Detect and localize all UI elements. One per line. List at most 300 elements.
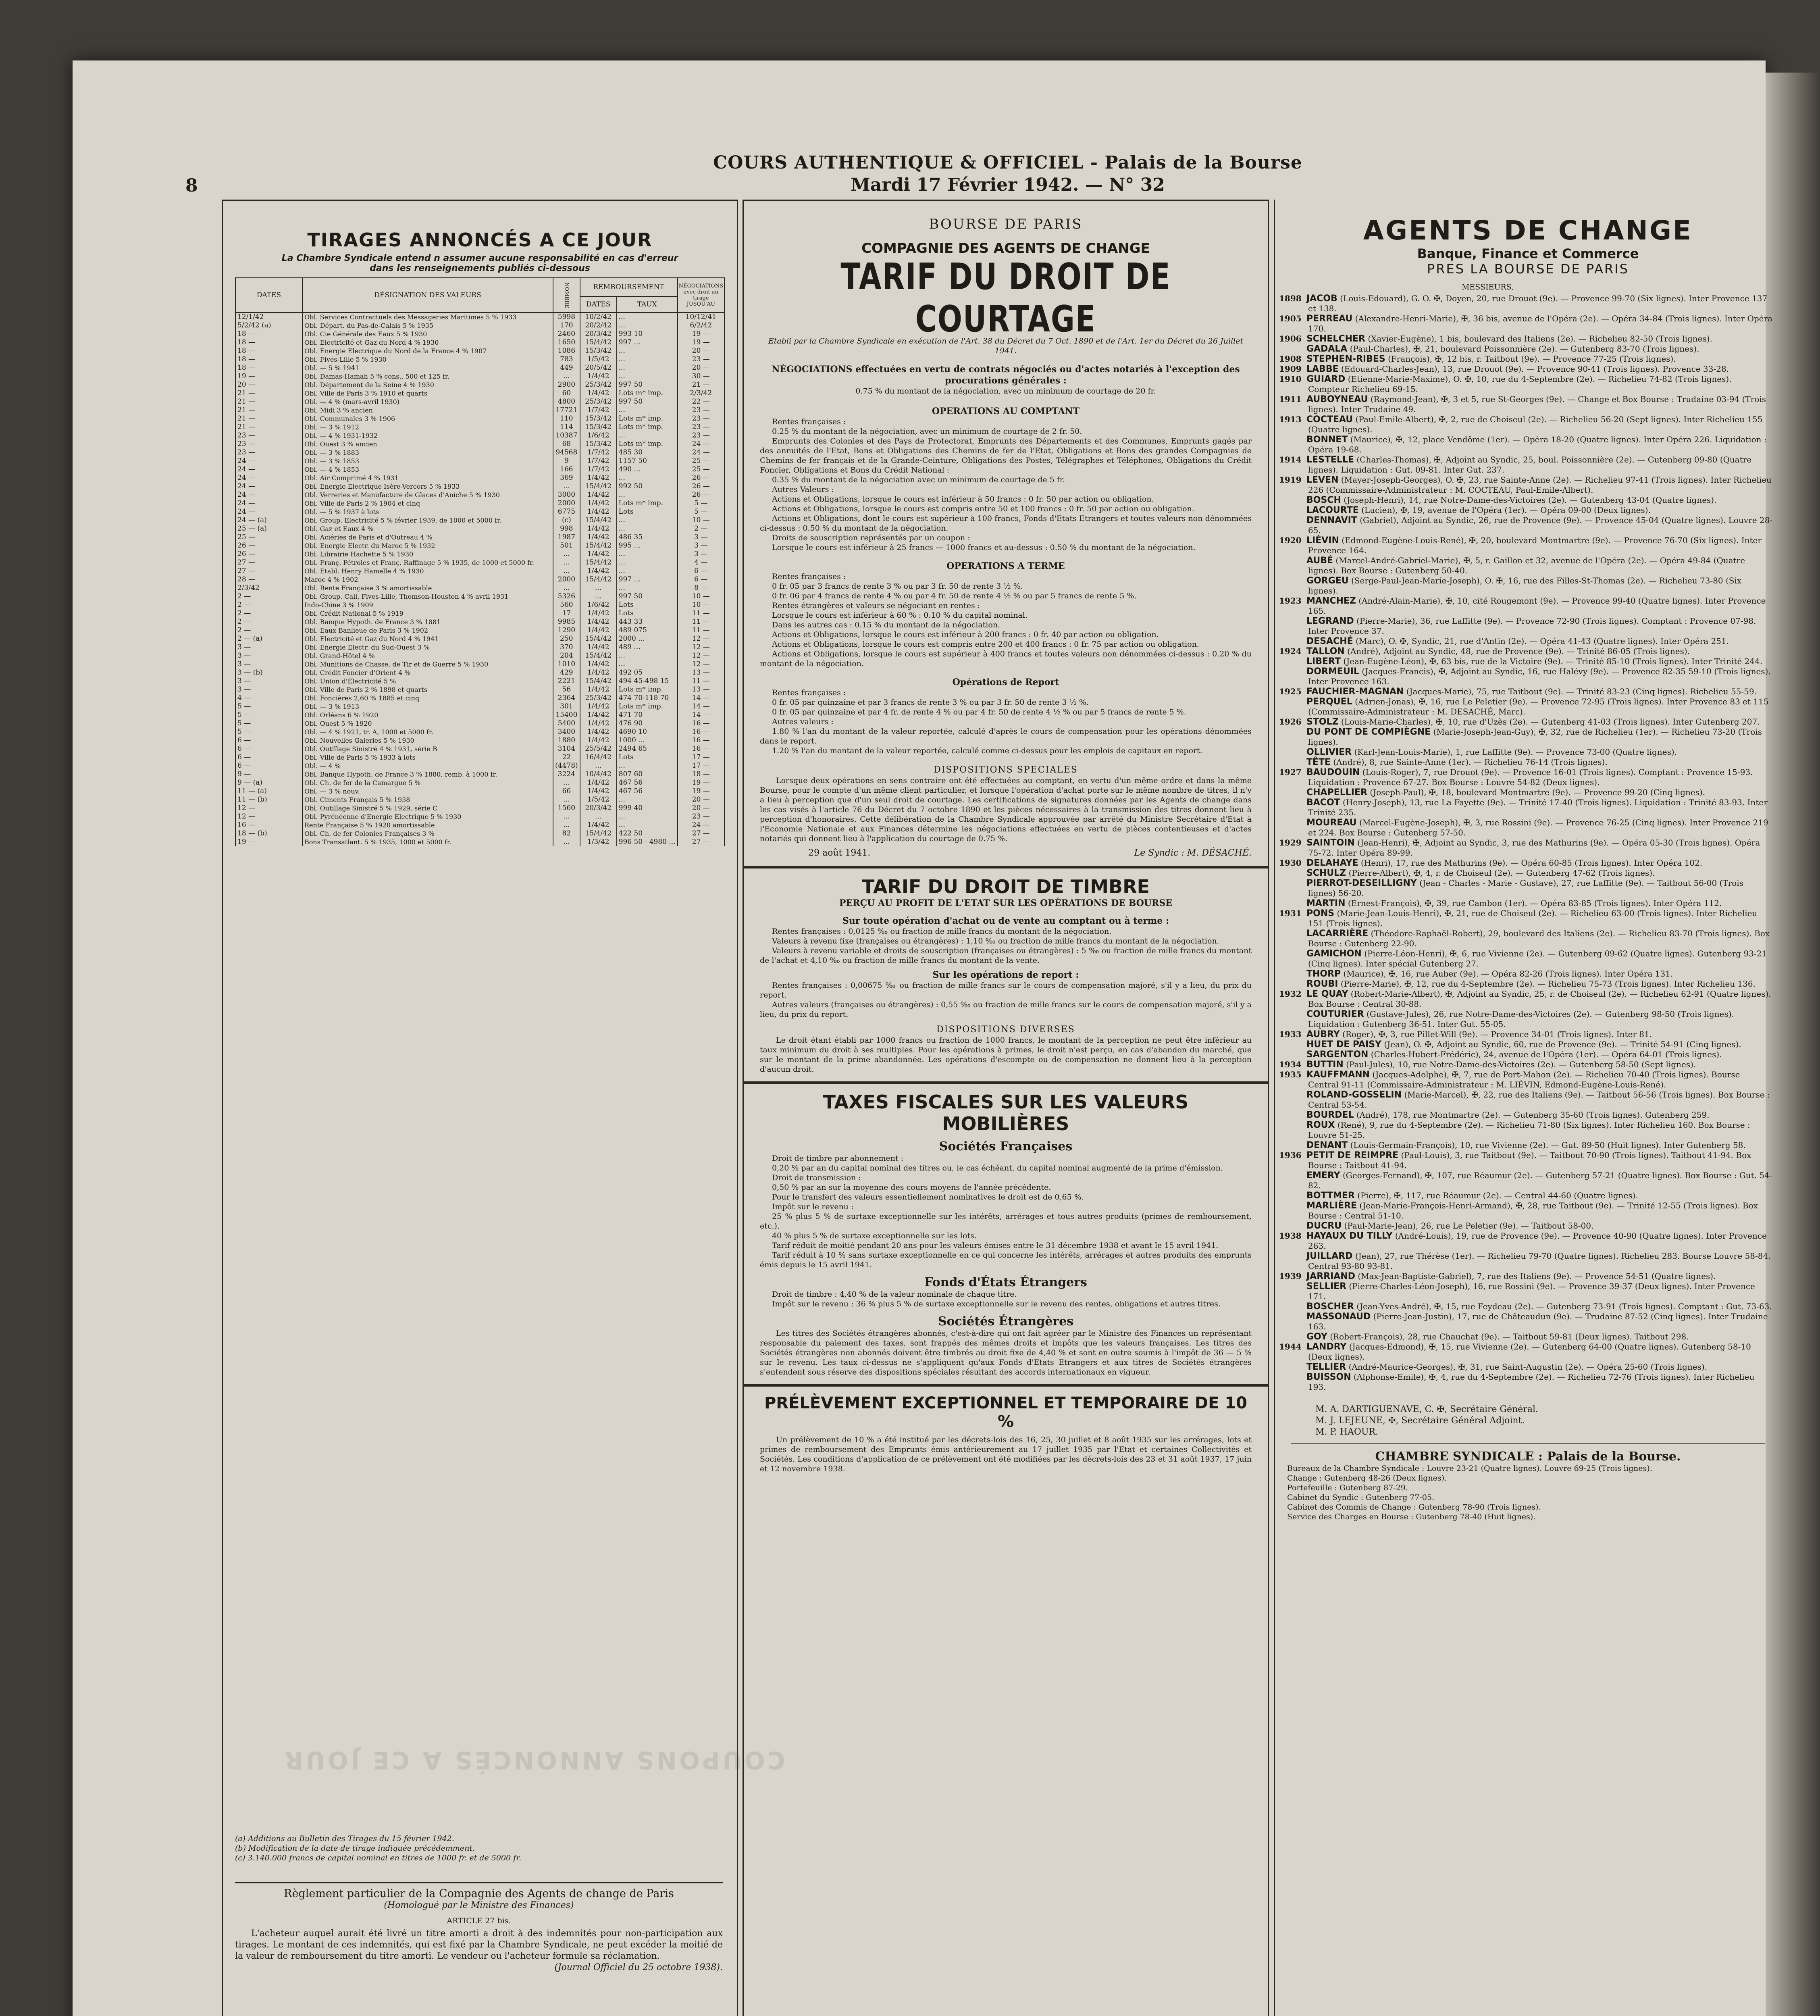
agent-details: (André), 178, rue Montmartre (2e). — Gutenberg 35-60 (Trois lignes). Gutenberg 259.	[1354, 1110, 1710, 1120]
cell-negociation: 10 —	[678, 592, 724, 601]
agent-name: TELLIER	[1306, 1362, 1346, 1372]
cell-negociation: 2/3/42	[678, 389, 724, 398]
cell-date: 23 —	[235, 440, 302, 448]
cell-remb-date: 25/3/42	[580, 381, 617, 389]
cell-taux: ...	[617, 762, 678, 770]
cell-designation: Obl. Grand-Hôtel 4 %	[302, 652, 553, 660]
cell-designation: Obl. Fives-Lille 5 % 1930	[302, 355, 553, 364]
cell-nombre: 170	[553, 321, 580, 330]
cell-date: 3 —	[235, 652, 302, 660]
cell-remb-date: 15/4/42	[580, 516, 617, 525]
agent-name: KAUFFMANN	[1306, 1070, 1370, 1080]
reglement-section	[235, 1882, 723, 1973]
cell-nombre: 2000	[553, 499, 580, 508]
cell-date: 12 —	[235, 812, 302, 821]
cell-date: 2/3/42	[235, 584, 302, 592]
agent-entry	[1279, 787, 1773, 798]
cell-date: 24 —	[235, 491, 302, 499]
agent-details: (Jean-Marie-François-Henri-Armand), ✠, 28, rue Taitbout (9e). — Trinité 12-55 (Trois lignes). Box Bourse : Central 51-10.	[1308, 1201, 1758, 1220]
agent-name: PIERROT-DESEILLIGNY	[1306, 878, 1417, 888]
agent-name: PONS	[1306, 908, 1335, 918]
col-remb-dates: DATES	[580, 296, 617, 312]
cell-taux: ...	[617, 652, 678, 660]
cell-negociation: 25 —	[678, 465, 724, 474]
cell-nombre: 3224	[553, 770, 580, 779]
cell-negociation: 12 —	[678, 652, 724, 660]
agent-details: (André), Adjoint au Syndic, 48, rue de Provence (9e). — Trinité 86-05 (Trois lignes).	[1344, 646, 1690, 656]
cell-taux: Lots m* imp.	[617, 702, 678, 711]
cell-negociation: 3 —	[678, 533, 724, 541]
cell-taux: 1000 ...	[617, 736, 678, 745]
chambre-line: Service des Charges en Bourse : Gutenberg 78-40 (Huit lignes).	[1287, 1512, 1536, 1521]
etats-title: Fonds d'États Étrangers	[924, 1275, 1087, 1289]
cell-nombre: 68	[553, 440, 580, 448]
cell-negociation: 6 —	[678, 567, 724, 575]
cell-remb-date: 1/4/42	[580, 609, 617, 618]
cell-taux: Lots m* imp.	[617, 685, 678, 694]
agent-details: (Jean), 27, rue Thérèse (1er). — Richelieu 79-70 (Quatre lignes). Richelieu 283. Bourse Louvre 58-84. Central 93-80 93-81.	[1308, 1251, 1771, 1271]
cell-remb-date: 15/3/42	[580, 414, 617, 423]
agent-entry	[1279, 344, 1773, 354]
cell-remb-date: 1/4/42	[580, 660, 617, 669]
agent-entry	[1279, 908, 1773, 929]
cell-negociation: 24 —	[678, 440, 724, 448]
agent-name: TALLON	[1306, 646, 1345, 656]
cell-taux: 993 10	[617, 330, 678, 338]
cell-date: 24 —	[235, 482, 302, 491]
agent-year: 1930	[1279, 858, 1302, 868]
francaises-line: Impôt sur le revenu :	[772, 1202, 854, 1211]
reglement-source: (Journal Officiel du 25 octobre 1938).	[554, 1962, 723, 1972]
agent-details: (Jacques-Marie), 75, rue Taitbout (9e). — Trinité 83-23 (Cinq lignes). Richelieu 55-59.	[1404, 687, 1757, 696]
cell-remb-date: 1/6/42	[580, 601, 617, 609]
agent-details: (Jean-Henri), ✠, Adjoint au Syndic, 3, rue des Mathurins (9e). — Opéra 05-30 (Trois lignes). Opéra 75-72. Inter Opéra 89-99.	[1308, 838, 1760, 858]
cell-remb-date: 1/4/42	[580, 787, 617, 796]
table-row	[235, 745, 724, 753]
agent-name: GADALA	[1306, 344, 1348, 354]
cell-taux: 807 60	[617, 770, 678, 779]
agent-name: LEGRAND	[1306, 616, 1354, 626]
agent-entry	[1279, 1231, 1773, 1251]
agent-entry	[1279, 505, 1773, 515]
cell-negociation: 3 —	[678, 550, 724, 558]
agent-name: GORGEU	[1306, 576, 1349, 586]
cell-remb-date: 15/4/42	[580, 829, 617, 838]
cell-taux: ...	[617, 584, 678, 592]
agent-entry	[1279, 717, 1773, 727]
agent-name: BONNET	[1306, 435, 1348, 445]
agent-entry	[1279, 949, 1773, 969]
comptant-line: Droits de souscription représentés par un coupon :	[772, 533, 970, 542]
report-text	[760, 688, 1252, 756]
agent-entry	[1279, 1009, 1773, 1029]
agent-name: MANCHEZ	[1306, 596, 1356, 606]
cell-taux: ...	[617, 525, 678, 533]
cell-remb-date: 1/4/42	[580, 711, 617, 719]
cell-date: 21 —	[235, 414, 302, 423]
table-row	[235, 770, 724, 779]
cell-negociation: 23 —	[678, 431, 724, 440]
cell-nombre: 9985	[553, 618, 580, 626]
cell-remb-date: 1/4/42	[580, 821, 617, 829]
cell-remb-date: 1/4/42	[580, 389, 617, 398]
cell-negociation: 5 —	[678, 499, 724, 508]
agent-name: ROUBI	[1306, 979, 1338, 989]
cell-nombre: 60	[553, 389, 580, 398]
agent-name: MARTIN	[1306, 898, 1346, 908]
agent-name: LACOURTE	[1306, 505, 1359, 515]
agent-entry	[1279, 838, 1773, 858]
cell-designation: Obl. Verreries et Manufacture de Glaces d'Aniche 5 % 1930	[302, 491, 553, 499]
comptant-line: Rentes françaises :	[772, 417, 846, 426]
cell-nombre: 4800	[553, 398, 580, 406]
cell-negociation: 16 —	[678, 745, 724, 753]
cell-nombre: 429	[553, 669, 580, 677]
table-row	[235, 448, 724, 457]
cell-date: 24 —	[235, 499, 302, 508]
chambre-lines	[1275, 1464, 1781, 1522]
table-row	[235, 685, 724, 694]
cell-nombre: 5998	[553, 312, 580, 321]
cell-taux: 1157 50	[617, 457, 678, 465]
cell-taux: 471 70	[617, 711, 678, 719]
cell-remb-date: 1/4/42	[580, 508, 617, 516]
agent-details: (Louis-Marie-Charles), ✠, 10, rue d'Uzès (2e). — Gutenberg 41-03 (Trois lignes). Inter Gutenberg 207.	[1338, 717, 1760, 727]
cell-date: 5 —	[235, 728, 302, 736]
cell-designation: Obl. Nouvelles Galeries 5 % 1930	[302, 736, 553, 745]
cell-taux: ...	[617, 321, 678, 330]
cell-remb-date: 1/4/42	[580, 728, 617, 736]
col-designation: DÉSIGNATION DES VALEURS	[302, 278, 553, 312]
cell-negociation: 23 —	[678, 414, 724, 423]
cell-remb-date: 1/4/42	[580, 474, 617, 482]
agent-name: BAUDOUIN	[1306, 767, 1360, 777]
table-row	[235, 592, 724, 601]
cell-remb-date: 20/2/42	[580, 321, 617, 330]
agent-details: (Edmond-Eugène-Louis-René), ✠, 20, boulevard Montmartre (9e). — Provence 76-70 (Six lignes). Inter Provence 164.	[1308, 535, 1762, 555]
table-row	[235, 762, 724, 770]
cell-remb-date: 15/4/42	[580, 482, 617, 491]
agent-entry	[1279, 858, 1773, 868]
cell-remb-date: 1/4/42	[580, 372, 617, 381]
cell-negociation: 14 —	[678, 694, 724, 702]
cell-negociation: 6 —	[678, 575, 724, 584]
cell-remb-date: 20/3/42	[580, 330, 617, 338]
cell-designation: Obl. Franç. Pétroles et Franç. Raffinage 5 % 1935, de 1000 et 5000 fr.	[302, 558, 553, 567]
cell-taux: 489 ...	[617, 643, 678, 652]
agent-entry	[1279, 1150, 1773, 1170]
agent-entry	[1279, 1191, 1773, 1201]
table-row	[235, 491, 724, 499]
cell-date: 21 —	[235, 398, 302, 406]
cell-designation: Obl. Ouest 5 % 1920	[302, 719, 553, 728]
agent-name: CHAPELLIER	[1306, 787, 1367, 798]
tirages-subtitle-1: La Chambre Syndicale entend n assumer aucune responsabilité en cas d'erreur	[281, 253, 678, 263]
agent-details: (Henry-Joseph), 13, rue La Fayette (9e). — Trinité 17-40 (Trois lignes). Liquidation : Trinité 83-93. Inter Trinité 235.	[1308, 798, 1768, 817]
table-row	[235, 414, 724, 423]
francaises-title: Sociétés Françaises	[939, 1139, 1073, 1154]
cell-remb-date: 1/4/42	[580, 550, 617, 558]
cell-remb-date: 1/4/42	[580, 719, 617, 728]
agent-year: 1911	[1279, 394, 1302, 404]
cell-negociation: 12 —	[678, 635, 724, 643]
agent-name: ROLAND-GOSSELIN	[1306, 1090, 1402, 1100]
cell-remb-date: 10/4/42	[580, 770, 617, 779]
cell-negociation: 10 —	[678, 516, 724, 525]
courtage-signature: Le Syndic : M. DÉSACHÉ.	[1134, 848, 1252, 858]
cell-negociation: 10/12/41	[678, 312, 724, 321]
agent-entry	[1279, 656, 1773, 666]
table-row	[235, 312, 724, 321]
timbre-lines	[760, 927, 1252, 965]
comptant-line: 0.35 % du montant de la négociation avec un minimum de courtage de 5 fr.	[772, 475, 1065, 484]
agent-year: 1910	[1279, 374, 1302, 384]
cell-taux: Lots	[617, 753, 678, 762]
cell-negociation: 14 —	[678, 702, 724, 711]
agent-entry	[1279, 727, 1773, 747]
cell-taux: 2494 65	[617, 745, 678, 753]
comptant-line: Emprunts des Colonies et des Pays de Protectorat, Emprunts des Départements et des Communes, Emprunts gagés par des annuités de l'Etat, Bons et Obligations des Chemins de fer de l'Etat, Obligations et Bons des grandes Compagnies de Chemins de fer français et de la Grande-Ceinture, Obligations des Postes, Télégraphes et Téléphones, Obligations du Crédit Foncier, Obligations et Bons du Crédit National :	[760, 437, 1252, 475]
report-line: Rentes françaises :	[772, 688, 846, 697]
cell-designation: Obl. Ville de Paris 5 % 1933 à lots	[302, 753, 553, 762]
table-row	[235, 821, 724, 829]
table-row	[235, 711, 724, 719]
cell-designation: Obl. Banque Hypoth. de France 3 % 1880, remb. à 1000 fr.	[302, 770, 553, 779]
table-row	[235, 694, 724, 702]
cell-nombre: 3400	[553, 728, 580, 736]
tirages-subtitle-2: dans les renseignements publiés ci-dessous	[370, 263, 590, 273]
cell-taux: ...	[617, 516, 678, 525]
agent-year: 1929	[1279, 838, 1302, 848]
cell-negociation: 13 —	[678, 685, 724, 694]
agent-name: DENNAVIT	[1306, 515, 1357, 525]
cell-taux: 486 35	[617, 533, 678, 541]
cell-taux: 467 56	[617, 779, 678, 787]
table-row	[235, 355, 724, 364]
courtage-intro-title: NÉGOCIATIONS effectuées en vertu de contrats négociés ou d'actes notariés à l'exception des procurations générales :	[772, 364, 1240, 386]
report-line: 0 fr. 05 par quinzaine et par 4 fr. de rente 4 % ou par 4 fr. 50 de rente 4 ½ % ou par 5 francs de rente 5 %.	[772, 708, 1186, 716]
table-row	[235, 787, 724, 796]
agent-year: 1919	[1279, 475, 1302, 485]
cell-nombre: 5326	[553, 592, 580, 601]
comptant-line: Actions et Obligations, lorsque le cours est compris entre 50 et 100 francs : 0 fr. 50 par action ou obligation.	[772, 504, 1194, 513]
cell-designation: Obl. Crédit Foncier d'Orient 4 %	[302, 669, 553, 677]
cell-designation: Obl. — 4 % 1853	[302, 465, 553, 474]
agent-details: (René), 9, rue du 4-Septembre (2e). — Richelieu 71-80 (Six lignes). Inter Richelieu 160. Box Bourse : Louvre 51-25.	[1308, 1120, 1750, 1140]
agent-name: LIBERT	[1306, 656, 1341, 666]
cell-negociation: 22 —	[678, 398, 724, 406]
note-a: (a) Additions au Bulletin des Tirages du 15 février 1942.	[235, 1834, 454, 1843]
cell-negociation: 25 —	[678, 457, 724, 465]
cell-nombre: ...	[553, 812, 580, 821]
timbre-report: Sur les opérations de report :	[932, 970, 1079, 980]
agent-details: (Joseph-Henri), 14, rue Notre-Dame-des-Victoires (2e). — Gutenberg 43-04 (Quatre lignes).	[1341, 495, 1717, 505]
cell-taux: 992 50	[617, 482, 678, 491]
agent-name: BOURDEL	[1306, 1110, 1354, 1120]
cell-designation: Obl. Energie Electr. du Maroc 5 % 1932	[302, 541, 553, 550]
table-row	[235, 618, 724, 626]
cell-remb-date: 10/2/42	[580, 312, 617, 321]
table-row	[235, 330, 724, 338]
report-line: Autres valeurs :	[772, 717, 834, 726]
table-row	[235, 364, 724, 372]
agent-name: THORP	[1306, 969, 1341, 979]
agent-details: (Jean - Charles - Marie - Gustave), 27, rue Laffitte (9e). — Taitbout 56-00 (Trois lignes) 56-20.	[1308, 878, 1743, 898]
agent-name: BOSCH	[1306, 495, 1341, 505]
agent-name: BOSCHER	[1306, 1302, 1354, 1312]
cell-nombre: 1086	[553, 347, 580, 355]
cell-designation: Obl. Electricité et Gaz du Nord 4 % 1930	[302, 338, 553, 347]
cell-designation: Obl. — 5 % 1941	[302, 364, 553, 372]
diverses-text: Le droit étant établi par 1000 francs ou fraction de 1000 francs, le montant de la perception ne peut être inférieur au taux minimum du droit à ses multiples. Pour les opérations à primes, le droit n'est perçu, en cas d'abandon du marché, que sur le montant de la prime abandonnée. Les opérations d'escompte ou de compensation ne donnent lieu à la perception d'aucun droit.	[760, 1036, 1252, 1074]
agent-year: 1898	[1279, 294, 1302, 303]
cell-taux: ...	[617, 491, 678, 499]
agent-name: DELAHAYE	[1306, 858, 1358, 868]
cell-designation: Obl. Outillage Sinistré 4 % 1931, série B	[302, 745, 553, 753]
terme-line: 0 fr. 06 par 4 francs de rente 4 % ou par 4 fr. 50 de rente 4 ½ % ou par 5 francs de rente 5 %.	[772, 591, 1137, 600]
agent-year: 1908	[1279, 354, 1302, 364]
agent-entry	[1279, 354, 1773, 364]
cell-designation: Obl. Ouest 3 % ancien	[302, 440, 553, 448]
francaises-line: 0,50 % par an sur la moyenne des cours moyens de l'année précédente.	[772, 1183, 1051, 1192]
cell-taux: ...	[617, 821, 678, 829]
agent-details: (Jean), O. ✠, Adjoint au Syndic, 60, rue de Provence (9e). — Trinité 54-91 (Cinq lignes).	[1381, 1039, 1741, 1049]
cell-date: 9 — (a)	[235, 779, 302, 787]
cell-negociation: 23 —	[678, 423, 724, 431]
agent-name: LABBE	[1306, 364, 1339, 374]
cell-taux: 997 50	[617, 592, 678, 601]
cell-designation: Bons Transatlant. 5 % 1935, 1000 et 5000 fr.	[302, 838, 553, 846]
cell-taux: 997 ...	[617, 338, 678, 347]
cell-taux: 494 45-498 15	[617, 677, 678, 685]
cell-remb-date: 1/7/42	[580, 448, 617, 457]
cell-designation: Obl. — 4 %	[302, 762, 553, 770]
cell-remb-date: 15/4/42	[580, 558, 617, 567]
agent-entry	[1279, 1029, 1773, 1039]
cell-nombre: 114	[553, 423, 580, 431]
agent-details: (Raymond-Jean), ✠, 3 et 5, rue St-Georges (9e). — Change et Box Bourse : Trudaine 03-94 (Trois lignes). Inter Trudaine 49.	[1308, 394, 1766, 414]
cell-nombre: 1880	[553, 736, 580, 745]
agent-year: 1925	[1279, 687, 1302, 696]
agent-details: (Louis-Edouard), G. O. ✠, Doyen, 20, rue Drouot (9e). — Provence 99-70 (Six lignes). Inter Provence 137 et 138.	[1308, 294, 1768, 313]
terme-line: Rentes étrangères et valeurs se négociant en rentes :	[772, 601, 980, 610]
table-row	[235, 423, 724, 431]
chambre-line: Cabinet du Syndic : Gutenberg 77-05.	[1287, 1493, 1435, 1502]
cell-taux: ...	[617, 347, 678, 355]
cell-negociation: 26 —	[678, 482, 724, 491]
agent-name: HUET DE PAISY	[1306, 1039, 1382, 1050]
cell-remb-date: 15/4/42	[580, 338, 617, 347]
agent-name: COUTURIER	[1306, 1009, 1364, 1019]
cell-date: 23 —	[235, 431, 302, 440]
cell-negociation: 3 —	[678, 541, 724, 550]
agent-name: FAUCHIER-MAGNAN	[1306, 687, 1404, 697]
cell-negociation: 23 —	[678, 355, 724, 364]
cell-taux: 492 05	[617, 669, 678, 677]
cell-date: 24 —	[235, 474, 302, 482]
agent-details: (Georges-Fernand), ✠, 107, rue Réaumur (2e). — Gutenberg 57-21 (Quatre lignes). Box Bourse : Gut. 54-82.	[1308, 1170, 1772, 1190]
cell-remb-date: 1/4/42	[580, 643, 617, 652]
cell-nombre: 2900	[553, 381, 580, 389]
cell-taux: 999 40	[617, 804, 678, 812]
agent-name: DENANT	[1306, 1140, 1348, 1150]
table-row	[235, 635, 724, 643]
cell-taux: Lots m* imp.	[617, 423, 678, 431]
comptant-line: Autres Valeurs :	[772, 485, 834, 494]
table-row	[235, 321, 724, 330]
agent-name: LE QUAY	[1306, 989, 1348, 999]
cell-date: 21 —	[235, 389, 302, 398]
cell-remb-date: 1/4/42	[580, 533, 617, 541]
tirages-notes	[235, 1834, 723, 1863]
cell-taux: 489 075	[617, 626, 678, 635]
cell-designation: Obl. Crédit National 5 % 1919	[302, 609, 553, 618]
cell-designation: Obl. Ville de Paris 2 % 1898 et quarts	[302, 685, 553, 694]
agent-entry	[1279, 1039, 1773, 1050]
cell-negociation: 6/2/42	[678, 321, 724, 330]
cell-negociation: 20 —	[678, 364, 724, 372]
cell-taux: ...	[617, 474, 678, 482]
cell-taux: ...	[617, 660, 678, 669]
table-row	[235, 812, 724, 821]
cell-designation: Obl. Ch. de fer Colonies Françaises 3 %	[302, 829, 553, 838]
cell-negociation: 12 —	[678, 643, 724, 652]
cell-nombre: 5400	[553, 719, 580, 728]
cell-date: 25 — (a)	[235, 525, 302, 533]
cell-date: 19 —	[235, 838, 302, 846]
cell-taux: ...	[617, 796, 678, 804]
cell-date: 23 —	[235, 448, 302, 457]
agent-details: (Jean-Yves-André), ✠, 15, rue Feydeau (2e). — Gutenberg 73-91 (Trois lignes). Comptant : Gut. 73-63.	[1354, 1302, 1772, 1311]
cell-designation: Obl. Ciments Français 5 % 1938	[302, 796, 553, 804]
cell-date: 12/1/42	[235, 312, 302, 321]
agent-entry	[1279, 414, 1773, 435]
cell-date: 5/2/42 (a)	[235, 321, 302, 330]
agent-name: COCTEAU	[1306, 414, 1353, 425]
agent-entry	[1279, 1332, 1773, 1342]
terme-line: 0 fr. 05 par 3 francs de rente 3 % ou par 3 fr. 50 de rente 3 ½ %.	[772, 582, 1023, 591]
cell-nombre: 2364	[553, 694, 580, 702]
agent-entry	[1279, 596, 1773, 616]
cell-designation: Obl. — 3 % 1853	[302, 457, 553, 465]
cell-negociation: 21 —	[678, 381, 724, 389]
cell-taux: ...	[617, 558, 678, 567]
agent-entry	[1279, 818, 1773, 838]
table-row	[235, 575, 724, 584]
etats-line: Impôt sur le revenu : 36 % plus 5 % de surtaxe exceptionnelle sur le revenu des rentes, obligations et autres titres.	[772, 1300, 1221, 1308]
agent-entry	[1279, 1372, 1773, 1392]
agent-entry	[1279, 1312, 1773, 1332]
agent-details: (Pierre-Marie), ✠, 12, rue du 4-Septembre (2e). — Richelieu 75-73 (Trois lignes). Inter Richelieu 136.	[1338, 979, 1756, 989]
cell-nombre: 66	[553, 787, 580, 796]
agent-details: (Paul-Charles), ✠, 21, boulevard Poissonnière (2e). — Gutenberg 83-70 (Trois lignes).	[1347, 344, 1699, 354]
chambre-line: Portefeuille : Gutenberg 87-29.	[1287, 1483, 1408, 1492]
cell-date: 2 — (a)	[235, 635, 302, 643]
agent-details: (Adrien-Jonas), ✠, 16, rue Le Peletier (9e). — Provence 72-95 (Trois lignes). Inter Provence 83 et 115 (Commissaire-Administrateur : M. DESACHÉ, Marc).	[1308, 697, 1769, 716]
agent-details: (Gustave-Jules), 26, rue Notre-Dame-des-Victoires (2e). — Gutenberg 98-50 (Trois lignes). Liquidation : Gutenberg 36-51. Inter Gut. 55-05.	[1308, 1009, 1734, 1029]
cell-nombre: 369	[553, 474, 580, 482]
secretary-line: M. A. DARTIGUENAVE, C. ✠, Secrétaire Général.	[1315, 1404, 1538, 1414]
agent-details: (Joseph-Paul), ✠, 18, boulevard Montmartre (9e). — Provence 99-20 (Cinq lignes).	[1367, 787, 1706, 797]
francaises-line: 40 % plus 5 % de surtaxe exceptionnelle sur les lots.	[772, 1231, 977, 1240]
cell-designation: Rente Française 5 % 1920 amortissable	[302, 821, 553, 829]
terme-line: Lorsque le cours est inférieur à 60 % : 0.10 % du capital nominal.	[772, 611, 1028, 620]
cell-date: 2 —	[235, 592, 302, 601]
agent-details: (Etienne-Marie-Maxime), O. ✠, 10, rue du 4-Septembre (2e). — Richelieu 74-82 (Trois lignes). Compteur Richelieu 69-15.	[1308, 374, 1732, 394]
tarifs-column	[743, 200, 1269, 2016]
agent-entry	[1279, 687, 1773, 697]
report-title: Opérations de Report	[952, 677, 1059, 687]
